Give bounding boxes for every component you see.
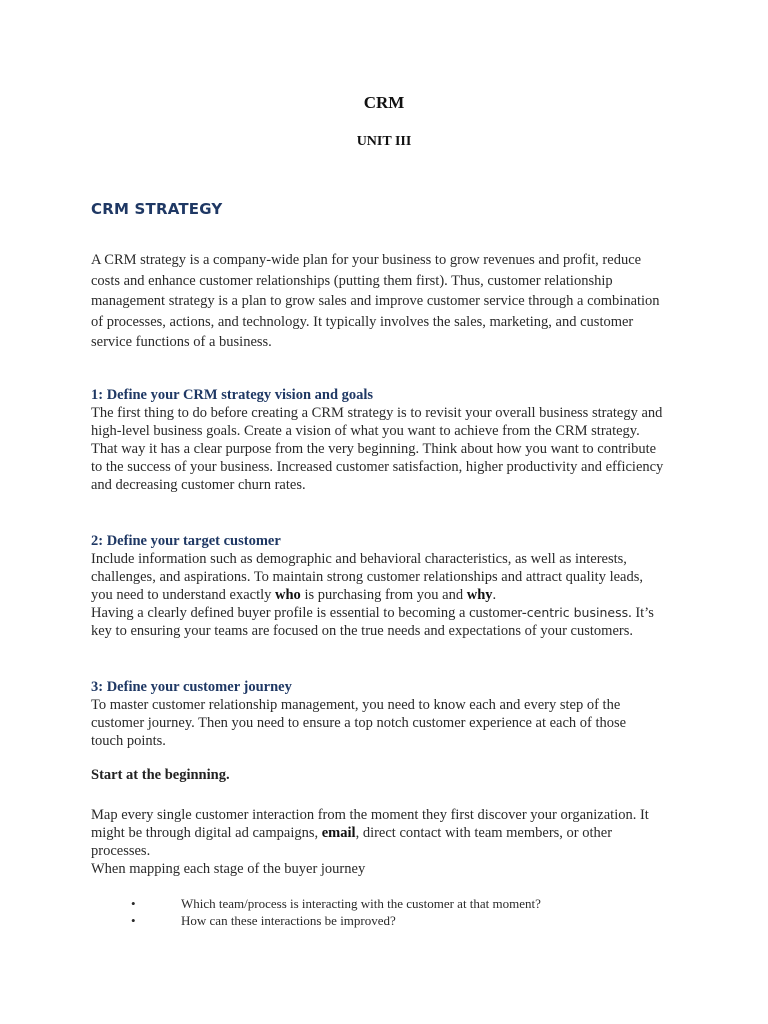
email-emphasis: email (321, 825, 356, 841)
map-paragraph (91, 806, 677, 878)
intro-line: of processes, actions, and technology. It typically involves the sales, marketing, and customer (91, 313, 634, 330)
step1-line: and decreasing customer churn rates. (91, 477, 306, 493)
step2-line (91, 586, 677, 604)
step1-heading: 1: Define your CRM strategy vision and goals (91, 387, 374, 403)
step2-text: . (492, 587, 497, 603)
step2-paragraph (91, 550, 677, 640)
document-title: CRM (363, 93, 405, 112)
bullet-icon: • (131, 896, 136, 911)
map-text: , direct contact with team members, or other (355, 825, 613, 841)
map-text: might be through digital ad campaigns, (91, 825, 322, 841)
step2-line: key to ensuring your teams are focused on the true needs and expectations of your customers. (91, 623, 633, 639)
list-item-text: How can these interactions be improved? (181, 913, 396, 928)
step2-text: . It’s (628, 605, 654, 621)
step1-line: That way it has a clear purpose from the very beginning. Think about how you want to contribute (91, 441, 657, 457)
map-line: Map every single customer interaction from the moment they first discover your organization. It (91, 807, 649, 823)
unit-label: UNIT III (356, 134, 412, 149)
step2-line (91, 604, 677, 622)
map-line: When mapping each stage of the buyer journey (91, 861, 366, 877)
step3-paragraph (91, 696, 677, 750)
step1-line: high-level business goals. Create a vision of what you want to achieve from the CRM strategy. (91, 423, 640, 439)
step3-line: customer journey. Then you need to ensure a top notch customer experience at each of those (91, 715, 627, 731)
step2-line: Include information such as demographic and behavioral characteristics, as well as interests, (91, 551, 627, 567)
step2-heading: 2: Define your target customer (91, 533, 281, 549)
map-line (91, 824, 677, 842)
centric-business-text: centric business (526, 605, 629, 620)
intro-line: A CRM strategy is a company-wide plan for your business to grow revenues and profit, reduce (91, 252, 642, 268)
step1-paragraph (91, 404, 677, 494)
why-emphasis: why (466, 587, 493, 603)
who-emphasis: who (275, 587, 301, 603)
list-item (91, 912, 677, 929)
bullet-icon: • (131, 913, 136, 928)
start-heading: Start at the beginning. (91, 767, 230, 783)
list-item (91, 895, 677, 912)
step2-text: Having a clearly defined buyer profile is essential to becoming a customer- (91, 605, 527, 621)
section-heading: CRM STRATEGY (91, 200, 223, 218)
step2-text: is purchasing from you and (300, 587, 467, 603)
step3-line: touch points. (91, 733, 166, 749)
intro-line: costs and enhance customer relationships (putting them first). Thus, customer relationship (91, 272, 613, 289)
map-line: processes. (91, 843, 151, 859)
step3-line: To master customer relationship management, you need to know each and every step of the (91, 697, 621, 713)
step2-line: challenges, and aspirations. To maintain strong customer relationships and attract quality leads, (91, 569, 643, 585)
step3-heading: 3: Define your customer journey (91, 679, 292, 695)
list-item-text: Which team/process is interacting with the customer at that moment? (181, 896, 541, 911)
intro-line: service functions of a business. (91, 334, 272, 350)
intro-line: management strategy is a plan to grow sales and improve customer service through a combination (91, 293, 660, 309)
step1-line: to the success of your business. Increased customer satisfaction, higher productivity and efficiency (91, 459, 664, 475)
step2-text: you need to understand exactly (91, 587, 276, 603)
bullet-list (91, 895, 677, 929)
intro-paragraph (91, 250, 677, 353)
step1-line: The first thing to do before creating a CRM strategy is to revisit your overall business strategy and (91, 405, 663, 421)
